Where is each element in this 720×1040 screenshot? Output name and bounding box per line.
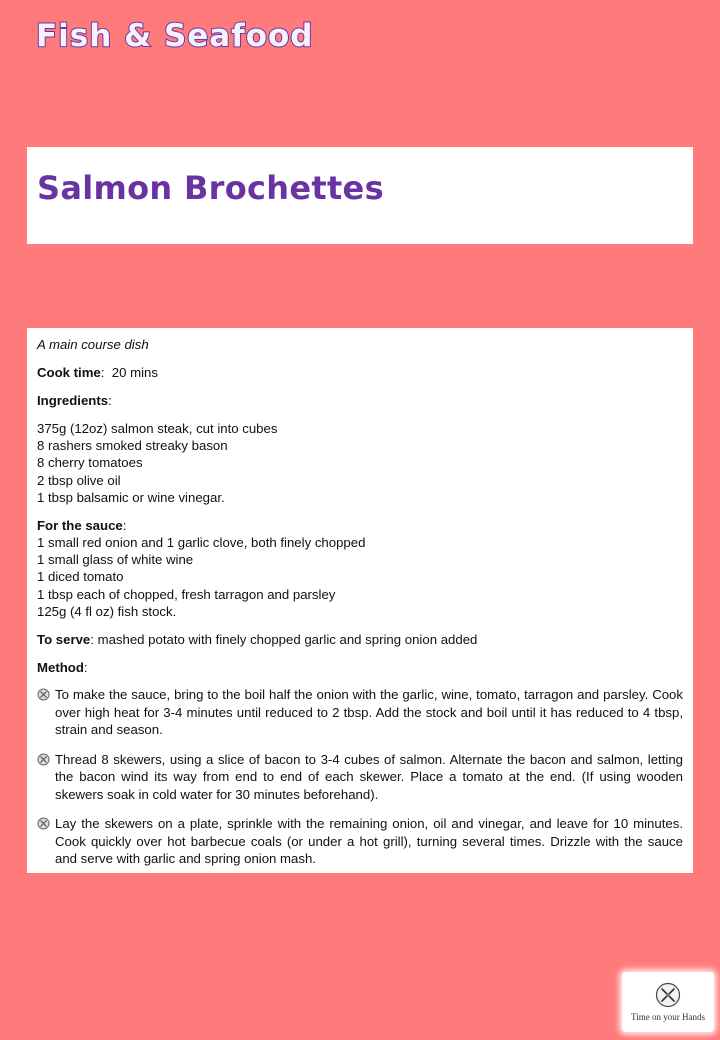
cook-time-row: Cook time: 20 mins <box>37 365 158 380</box>
ingredient-item: 8 cherry tomatoes <box>37 455 143 471</box>
method-step <box>37 686 683 739</box>
method-step-text: Thread 8 skewers, using a slice of bacon to 3-4 cubes of salmon. Alternate the bacon and salmon, letting the bacon wind its way from end to end of each skewer. Place a tomato at the end. (If using wooden skewers soak in cold water for 30 minutes beforehand). <box>55 751 683 802</box>
site-logo <box>622 972 714 1032</box>
serve-value: mashed potato with finely chopped garlic and spring onion added <box>97 632 478 648</box>
method-step <box>37 815 683 868</box>
sauce-item: 1 small red onion and 1 garlic clove, both finely chopped <box>37 535 366 551</box>
ingredients-list <box>37 420 683 506</box>
sauce-item: 1 diced tomato <box>37 569 124 585</box>
recipe-content <box>27 328 693 873</box>
serve-label: To serve <box>37 632 91 648</box>
method-step <box>37 751 683 804</box>
cook-time-value: 20 mins <box>111 365 158 380</box>
serve-row: To serve: mashed potato with finely chopped garlic and spring onion added <box>37 632 478 648</box>
bullet-icon <box>37 753 50 766</box>
sauce-list <box>37 534 683 620</box>
method-label: Method <box>37 660 84 676</box>
ingredients-heading: Ingredients: <box>37 393 112 408</box>
ingredients-label: Ingredients <box>37 393 109 408</box>
recipe-subtitle: A main course dish <box>37 337 149 352</box>
cook-time-label: Cook time <box>37 365 101 380</box>
method-step-text: Lay the skewers on a plate, sprinkle with the remaining onion, oil and vinegar, and leave for 10 minutes. Cook quickly over hot barbecue coals (or under a hot grill), turning several times. Drizzle with the sauce and serve with garlic and spring onion mash. <box>55 816 683 867</box>
ingredient-item: 1 tbsp balsamic or wine vinegar. <box>37 489 225 505</box>
ingredient-item: 375g (12oz) salmon steak, cut into cubes <box>37 421 278 436</box>
ingredient-item: 8 rashers smoked streaky bason <box>37 438 228 454</box>
sauce-item: 1 tbsp each of chopped, fresh tarragon and parsley <box>37 586 336 602</box>
utensils-logo-icon <box>655 982 681 1008</box>
recipe-title: Salmon Brochettes <box>37 169 384 207</box>
logo-text: Time on your Hands <box>631 1012 705 1022</box>
sauce-heading: For the sauce: <box>37 518 127 534</box>
sauce-item: 1 small glass of white wine <box>37 552 194 568</box>
method-step-text: To make the sauce, bring to the boil half the onion with the garlic, wine, tomato, tarragon and parsley. Cook over high heat for 3-4 minutes until reduced to 2 tbsp. Add the stock and boil until it has reduced to 4 tbsp, strain and season. <box>55 687 683 738</box>
method-heading: Method: <box>37 660 88 676</box>
ingredient-item: 2 tbsp olive oil <box>37 472 121 488</box>
bullet-icon <box>37 817 50 830</box>
method-list <box>37 686 683 868</box>
bullet-icon <box>37 688 50 701</box>
sauce-item: 125g (4 fl oz) fish stock. <box>37 603 177 619</box>
title-panel <box>27 147 693 244</box>
section-title: Fish & Seafood <box>36 18 314 54</box>
sauce-label: For the sauce <box>37 518 123 534</box>
